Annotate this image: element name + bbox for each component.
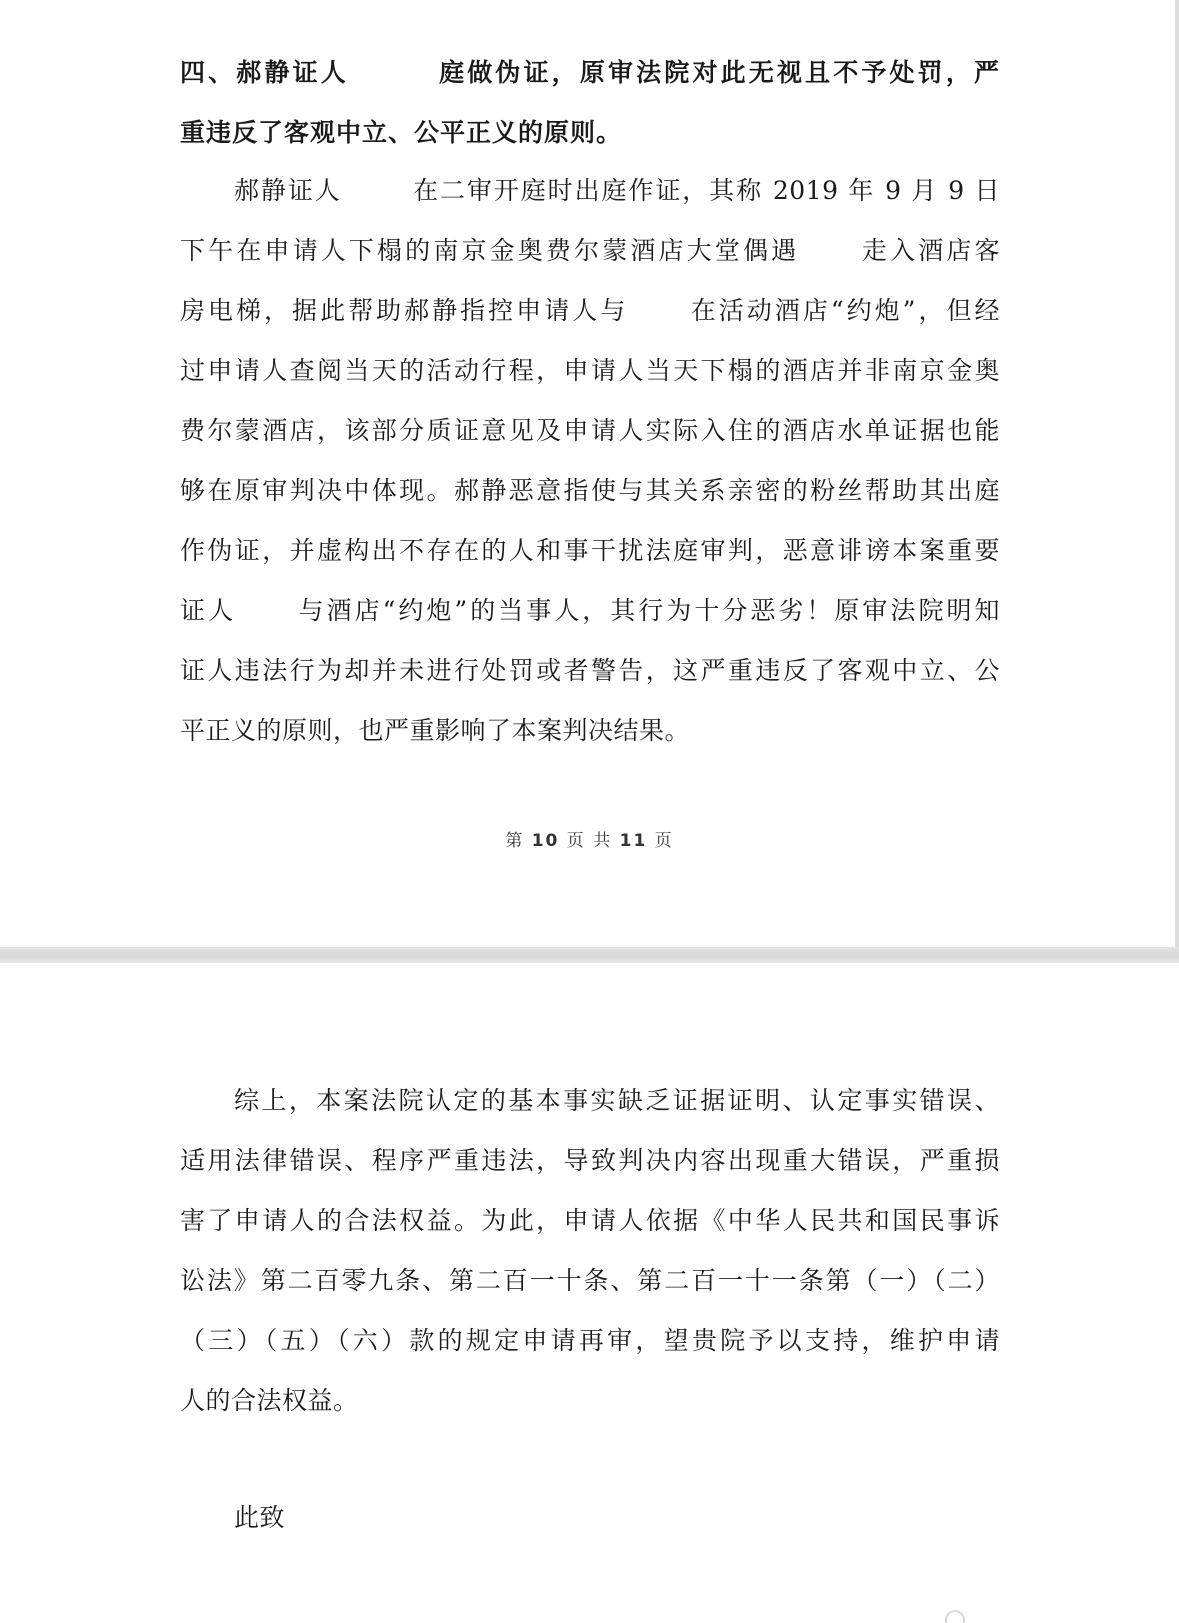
- conclusion-line: （三）（五）（六）款的规定申请再审，望贵院予以支持，维护申请: [180, 1326, 1000, 1355]
- closing-salutation: 此致: [234, 1503, 286, 1532]
- paragraph-line: 房电梯，据此帮助郝静指控申请人与 在活动酒店“约炮”，但经: [180, 291, 1000, 331]
- paragraph-line: 够在原审判决中体现。郝静恶意指使与其关系亲密的粉丝帮助其出庭: [180, 476, 1000, 505]
- redaction-box: [349, 59, 437, 89]
- paragraph-line: 作伪证，并虚构出不存在的人和事干扰法庭审判，恶意诽谤本案重要: [180, 536, 1000, 565]
- conclusion-line: 害了申请人的合法权益。为此，申请人依据《中华人民共和国民事诉: [180, 1206, 1000, 1235]
- paragraph-line: 平正义的原则，也严重影响了本案判决结果。: [180, 716, 691, 745]
- page-edge-shadow: [1175, 0, 1179, 947]
- paragraph-line: 费尔蒙酒店，该部分质证意见及申请人实际入住的酒店水单证据也能: [180, 416, 1000, 445]
- redaction-box: [799, 238, 859, 268]
- watermark: [945, 1606, 971, 1623]
- section-heading-line-1: 四、郝静证人 庭做伪证，原审法院对此无视且不予处罚，严: [180, 58, 1000, 87]
- conclusion-line: 人的合法权益。: [180, 1386, 359, 1415]
- redaction-box: [342, 178, 412, 208]
- paragraph-line: 下午在申请人下榻的南京金奥费尔蒙酒店大堂偶遇 走入酒店客: [180, 231, 1000, 271]
- paragraph-line: 证人 与酒店“约炮”的当事人，其行为十分恶劣！原审法院明知: [180, 591, 1000, 631]
- redaction-box: [236, 598, 296, 628]
- paragraph-line: 郝静证人 在二审开庭时出庭作证，其称 2019 年 9 月 9 日: [180, 171, 1000, 211]
- conclusion-line: 综上，本案法院认定的基本事实缺乏证据证明、认定事实错误、: [234, 1086, 1000, 1115]
- conclusion-line: 讼法》第二百零九条、第二百一十条、第二百一十一条第（一）（二）: [180, 1266, 1000, 1295]
- redaction-box: [628, 298, 688, 328]
- page-separator: [0, 947, 1179, 963]
- paragraph-line: 过申请人查阅当天的活动行程，申请人当天下榻的酒店并非南京金奥: [180, 356, 1000, 385]
- page-number-footer: 第 10 页 共 11 页: [505, 831, 674, 851]
- weibo-logo-icon: [945, 1610, 965, 1623]
- document-page-11: [0, 963, 1179, 1623]
- paragraph-line: 证人违法行为却并未进行处罚或者警告，这严重违反了客观中立、公: [180, 656, 1000, 685]
- section-heading-line-2: 重违反了客观中立、公平正义的原则。: [180, 118, 623, 147]
- conclusion-line: 适用法律错误、程序严重违法，导致判决内容出现重大错误，严重损: [180, 1146, 1000, 1175]
